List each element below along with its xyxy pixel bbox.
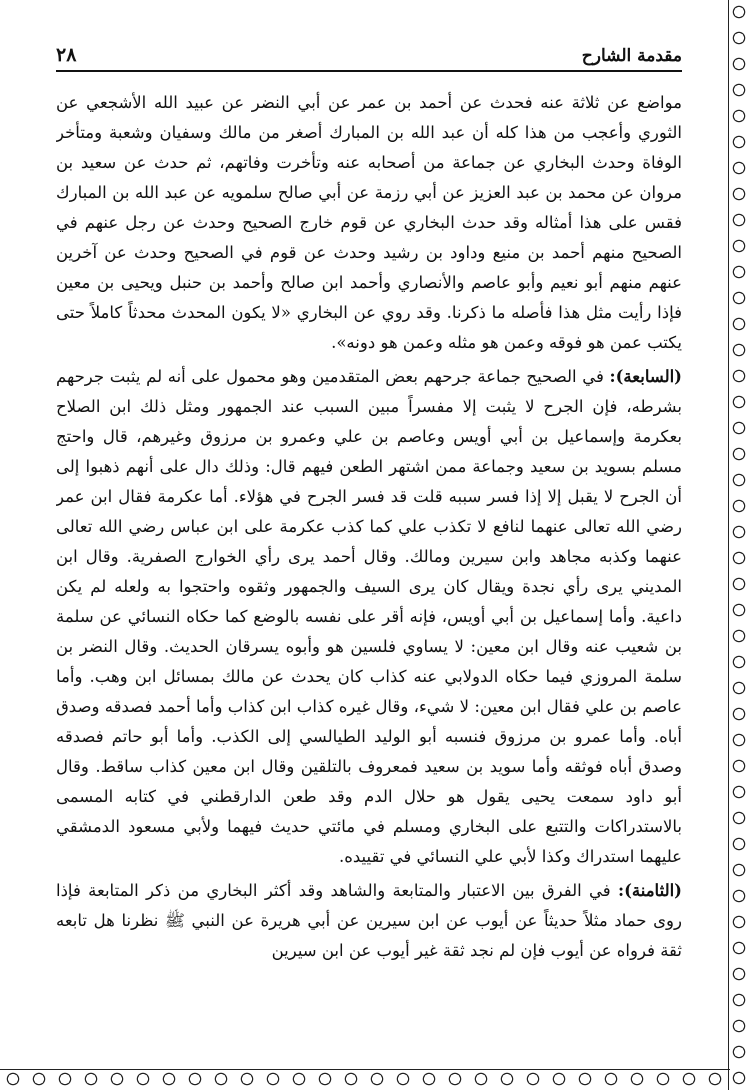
section-heading-seventh: (السابعة): bbox=[609, 367, 682, 386]
page-body bbox=[56, 88, 682, 1048]
paragraph-3-text: في الفرق بين الاعتبار والمتابعة والشاهد وقد أكثر البخاري من ذكر المتابعة فإذا روى حماد مثلاً حديثاً عن أيوب عن ابن سيرين عن أبي هريرة عن النبي ﷺ نظرنا هل تابعه ثقة فرواه عن أيوب فإن لم نجد ثقة غير أيوب عن ابن سيرين bbox=[56, 881, 682, 960]
ornamental-border-right bbox=[728, 0, 749, 1090]
paragraph-2 bbox=[56, 362, 682, 872]
page-number: ٢٨ bbox=[56, 44, 77, 66]
paragraph-1-text: مواضع عن ثلاثة عنه فحدث عن أحمد بن عمر عن أبي النضر عن عبيد الله الأشجعي عن الثوري وأعجب من هذا كله أن عبد الله بن المبارك أصغر من مالك وسفيان وشعبة ومتأخر الوفاة وحدث البخاري عن جماعة من أصحابه عنه وتأخرت وفاتهم، ثم حدث عن سعيد بن مروان عن محمد بن عبد العزيز عن أبي رزمة عن أبي صالح سلمويه عن عبد الله بن المبارك فقس على هذا أمثاله وقد حدث البخاري عن قوم خارج الصحيح وحدث عن رجل عنهم في الصحيح منهم أحمد بن منيع وداود بن رشيد وحدث عن قوم في الصحيح وحدث عن آخرين عنهم منهم أبو نعيم وأبو عاصم والأنصاري وأحمد ابن صالح وأحمد بن حنبل ويحيى بن معين فإذا رأيت مثل هذا فأصله ما ذكرنا. وقد روي عن البخاري «لا يكون المحدث محدثاً كاملاً حتى يكتب عمن هو فوقه وعمن هو مثله وعمن هو دونه». bbox=[56, 93, 682, 352]
section-heading-eighth: (الثامنة): bbox=[618, 881, 682, 900]
paragraph-3 bbox=[56, 876, 682, 966]
ornamental-border-bottom bbox=[0, 1069, 730, 1088]
running-title: مقدمة الشارح bbox=[581, 46, 682, 66]
paragraph-2-text: في الصحيح جماعة جرحهم بعض المتقدمين وهو محمول على أنه لم يثبت جرحهم بشرطه، فإن الجرح لا يثبت إلا مفسراً مبين السبب عند الجمهور ومثل ذلك ابن الصلاح بعكرمة وإسماعيل بن أبي أويس وعاصم بن علي وعمرو بن مرزوق وغيرهم، قال واحتج مسلم بسويد بن سعيد وجماعة ممن اشتهر الطعن فيهم قال: وذلك دال على أنهم ذهبوا إلى أن الجرح لا يقبل إلا إذا فسر سببه قلت قد فسر الجرح في هؤلاء. أما عكرمة فقال ابن عمر رضي الله تعالى عنهما لنافع لا تكذب علي كما كذب عكرمة على ابن عباس رضي الله تعالى عنهما وكذبه مجاهد وابن سيرين ومالك. وقال أحمد يرى رأي الخوارج الصفرية. وقال ابن المديني يرى رأي نجدة ويقال كان يرى السيف والجمهور وثقوه واحتجوا به ولعله لم يكن داعية. وأما إسماعيل بن أبي أويس، فإنه أقر على نفسه بالوضع كما حكاه النسائي عن سلمة بن شعيب عنه وقال ابن معين: لا يساوي فلسين هو وأبوه يسرقان الحديث. وقال النضر بن سلمة المروزي فيما حكاه الدولابي عنه كذاب كان يحدث عن مالك بمسائل ابن وهب. وأما عاصم بن علي فقال ابن معين: لا شيء، وقال غيره كذاب ابن كذاب وأما أحمد فصدقه وصدق أباه. وأما عمرو بن مرزوق فنسبه أبو الوليد الطيالسي إلى الكذب. وأما أبو حاتم فصدقه وصدق أباه فوثقه وأما سويد بن سعيد فمعروف بالتلقين وقال ابن معين كذاب ساقط. وقال أبو داود سمعت يحيى يقول هو حلال الدم وقد طعن الدارقطني في كتابه المسمى بالاستدراكات والتتبع على البخاري ومسلم في مائتي حديث فيهما ولأبي مسعود الدمشقي عليهما استدراك وكذا لأبي علي النسائي في تقييده. bbox=[56, 367, 682, 866]
paragraph-1 bbox=[56, 88, 682, 358]
running-header bbox=[56, 40, 682, 72]
